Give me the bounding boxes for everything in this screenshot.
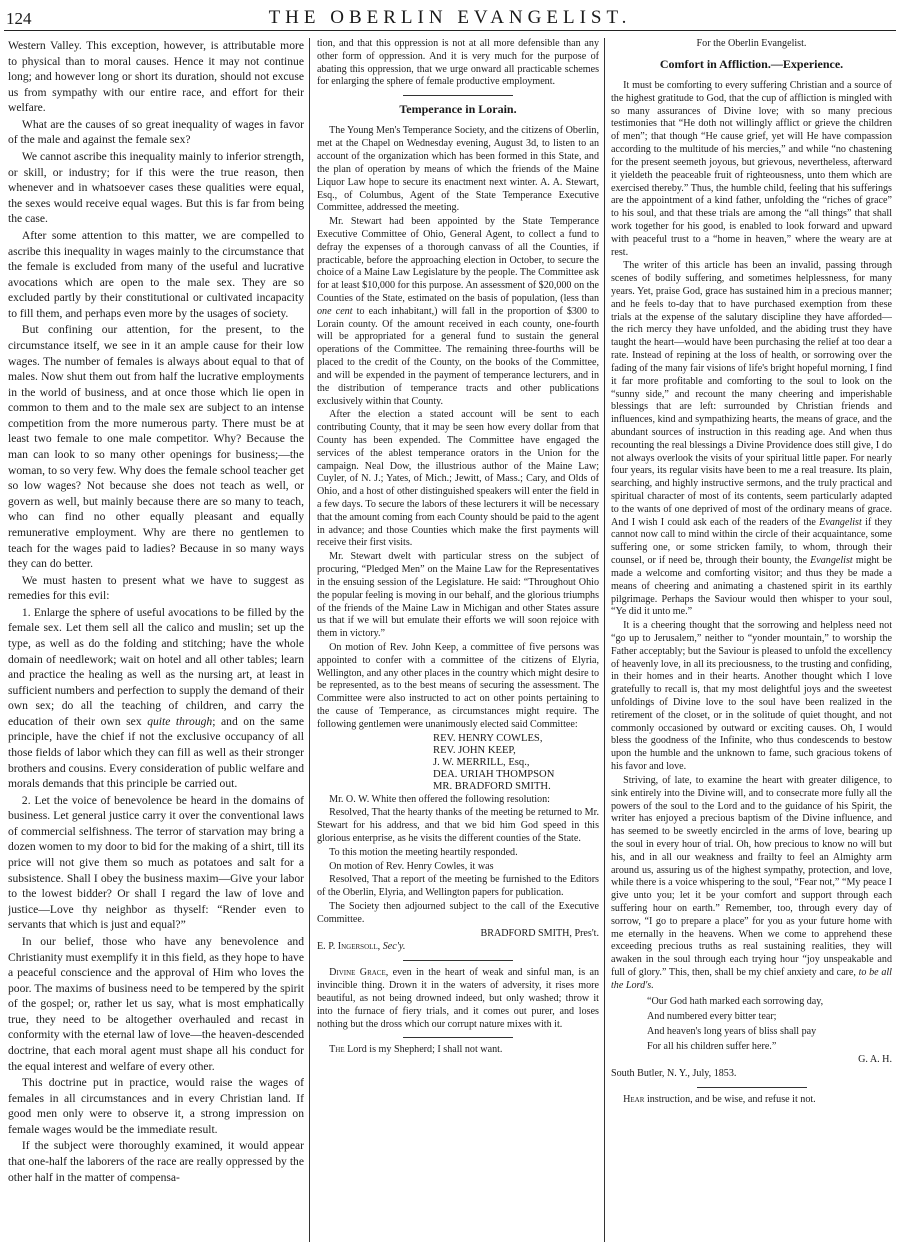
italic-text: Evangelist (819, 516, 862, 528)
poem-line: And heaven's long years of bliss shall pay (647, 1026, 817, 1038)
text-run: might be made a welcome and comforting visitor; and thus they be made a means of cheering and animating a chastened spirit in its earthly pilgrimage. Perhaps the Saviour would then whisper to your soul, “Ye did it unto me.” (611, 555, 892, 618)
poem (611, 994, 892, 1055)
paragraph: After some attention to this matter, we are compelled to ascribe this inequality in wages mainly to the circumstance that the female is excluded from many of the useful and lucrative avocations which are open to the male sex. They are so excluded partly by their constitutional or cultivated incapacity to fill them, and perhaps even more by the usages of society. (8, 228, 304, 320)
paragraph: tion, and that this oppression is not at all more defensible than any other form of oppression. And it is very much for the purpose of abating this oppression, that we urge onward all practicable schemes for enlarging the sphere of female productive employment. (317, 38, 599, 88)
author-initials: G. A. H. (858, 1054, 892, 1066)
divider (403, 1037, 513, 1038)
article-heading: Temperance in Lorain. (399, 102, 517, 117)
poem-line: And numbered every bitter tear; (647, 1010, 777, 1022)
paragraph (611, 260, 892, 619)
page-number: 124 (6, 9, 32, 28)
lead-in: The (329, 1044, 345, 1056)
column-rule (604, 38, 605, 1242)
column-rule (309, 38, 310, 1242)
byline: For the Oberlin Evangelist. (696, 38, 807, 49)
divider (697, 1087, 807, 1088)
paragraph: On motion of Rev. Henry Cowles, it was (329, 860, 494, 872)
text-run: even in the heart of weak and sinful man, is an invincible thing. Drown it in the waters of adversity, it rises more beautiful, as not being drowned indeed, but only washed; throw it into the furnace of fiery trials, and it comes out purer, and loses nothing but the dross which our corrupt nature mixes with it. (317, 967, 599, 1030)
text-run: if they cannot now call to mind within the circle of their acquaintance, some suffering one, or some stricken family, to whom, through their counsel, or if need be, through their bounty, the (611, 516, 892, 567)
article-heading: Comfort in Affliction.—Experience. (659, 56, 844, 71)
paragraph (317, 216, 599, 408)
text-run: to each inhabitant,) will fall in the proportion of $300 to Lorain county. Of the amount received in each county, one-fourth will be appropriated for a general fund to sustain the general operations of the Committee. The remaining three-fourths will be placed to the credit of the County, on the books of the Committee, and will be expended in the payment of temperance lecturers, and in the distribution of temperance tracts and other publications exclusively within that County. (317, 305, 599, 407)
signature-president: BRADFORD SMITH, Pres't. (480, 927, 599, 939)
paragraph: Mr. Stewart dwelt with particular stress on the subject of procuring, “Pledged Men” on the Maine Law for the Representatives in the ensuing session of the Legislature. He said: “Throughout Ohio the popular feeling is moving in our behalf, and the glorious triumphs of the friends of the Maine Law in Michigan and other States assure us that if we will but emulate their efforts we will soon rejoice with them in victory.” (317, 551, 599, 640)
paragraph: 2. Let the voice of benevolence be heard in the domains of business. Let general justice carry it over the conventional laws of commercial selfishness. The terror of starvation may bring a dozen women to my door to bid for the making of a shirt, till its price will not give them so much as potatoes and salt for a subsistence. Shall I obey the business maxim—Give your labor to the lowest bidder? Or shall I regard the law of love and justice—Love thy neighbor as thyself: “Render even to servants that which is just and equal?” (8, 793, 304, 932)
text-run: ; and on the same principle, have the chief if not the exclusive occupancy of all those fields of labor which they can fill as well as their stronger brothers and cousins. Every consideration of public welfare and morals demands that this principle be carried out. (8, 714, 304, 791)
column-temperance (317, 38, 599, 1238)
paragraph (611, 775, 892, 993)
paragraph: After the election a stated account will be sent to each contributing County, that it may be seen how every dollar from that County has been expended. The Committee have engaged the services of the ablest temperance orators in the Union for the campaign. Neal Dow, the illustrious author of the Maine Law; Cuyler, of N. J.; Yates, of Mich.; Jewitt, of Mass.; Cary, and Olds of Ohio, and a host of other distinguished speakers will enter the field in a few days. To secure the labors of these lecturers it will be necessary that the amount coming from each County should be paid to the agent in advance; and those Counties which make the first payments will receive their first visits. (317, 409, 599, 549)
text-run: Lord is my Shepherd; I shall not want. (347, 1044, 503, 1056)
lead-in: Divine Grace, (329, 967, 389, 979)
paragraph: To this motion the meeting heartily responded. (329, 846, 518, 858)
paragraph: We must hasten to present what we have to suggest as remedies for this evil: (8, 573, 304, 603)
paragraph: If the subject were thoroughly examined, it would appear that one-half the laborers of the race are really oppressed by the other half in the matter of compensa- (8, 1139, 304, 1184)
paragraph: This doctrine put in practice, would raise the wages of females in all circumstances and in every Christian land. If good men only were to observe it, a strong impression on female wages would be the immediate result. (8, 1076, 304, 1136)
committee-member: REV. JOHN KEEP, (433, 744, 516, 756)
secretary-name: E. P. Ingersoll, (317, 941, 381, 953)
paragraph (8, 605, 304, 792)
committee-member: MR. BRADFORD SMITH. (433, 781, 551, 793)
italic-text: Evangelist (810, 555, 853, 567)
paragraph: In our belief, those who have any benevolence and Christianity must exemplify it in this field, as they hope to have a peaceful conscience and the approval of Him who loves the poor. The maxims of business need to be tempered by the spirit of the gospel; or, rather let us say, what is most emphatically true, they need to be altogether overhauled and recast in conformity with the eternal law of love—the heaven-descended doctrine, that each moral agent must shape all his conduct for the equal interest and welfare of every other. (8, 934, 304, 1073)
text-run: The writer of this article has been an invalid, passing through scenes of bodily suffering, and sometimes helplessness, for many years. Yet, praise God, grace has sustained him in a precious manner; and he feels to-day that to have purchased exemption from these trials at the expense of the salutary discipline they have afforded—the rich mercy they have unfolded, and the abiding trust they have taught the heart—would have been purchasing the relief at too dear a rate. Instead of repining at the loss of health, or sorrowing over the fading of the many fair visions of life's bright hopeful morning, I find it far more profitable and comforting to the soul to look on the “sunny side,” and recount the many cheering and imperishable blessings that are left: surrounded by Christian friends and influences, kind and sympathizing hearts, the means of grace, and the abundant sources of instruction in this reading age. And when thus recounting the real blessings a Divine Providence does still give, I do not always overlook the visits of your spiritual little paper. For nearly four years, its regular visits have been to me a real treasure. Its plain, searching, and highly instructive sermons, and the truly practical and spiritual character of most of its contents, seem particularly adapted to the wants of one deprived of most of the ordinary means of grace. And I wish I could ask each of the readers of the (611, 260, 892, 528)
paragraph (317, 1044, 599, 1057)
paragraph: But confining our attention, for the present, to the circumstance itself, we see in it an ample cause for their low wages. The number of females is always about equal to that of males. Now shut them out from half the lucrative employments in the world of business, and at once those which lie open in common to them and to the male sex are subject to an intense competition from the more numerous party. There must be at least two female to one male competitor. Why? Because the man can look to so many other openings for business;—the woman, to so very few. Why does the female school teacher get so low wages? Not because she does not teach as well, or govern as well, but mainly because there are so many to teach, who can find no other equally pleasant and equally remunerative employment. Why are there no gentlemen to teach for the wages paid to ladies? Because in so many ways they can do better. (8, 323, 304, 571)
paragraph (317, 967, 599, 1031)
paragraph: Resolved, That the hearty thanks of the meeting be returned to Mr. Stewart for his address, and that we bid him God speed in this glorious enterprise, as he visits the different counties of the State. (317, 807, 599, 844)
committee-member: REV. HENRY COWLES, (433, 732, 543, 744)
column-comfort-in-affliction (611, 38, 892, 1238)
committee-member: J. W. MERRILL, Esq., (433, 757, 530, 769)
text-run: Striving, of late, to examine the heart with greater diligence, to sink entirely into the Divine will, and to consecrate more fully all the powers of the soul to the Lord and to the guidance of his Spirit, the writer has enjoyed a precious baptism of the Divine influence, and has seemed to be sweetly encircled in the arms of love, bearing up the soul in every hour of trial. Oh, how precious to know no will but his, and in all our weakness and frailty to feel an Almighty arm around us, assuring us of the highest sympathy, protection, and love, while there is a voice whispering to the soul, “Fear not,” “My peace I give unto you; let it be your comfort and support through each suffering hour on earth.” Remember, too, through every day of sorrow, “I go to prepare a place” for you as your future home with me eternally in the heavens. When we come to apprehend these exceeding precious truths as real sustaining realities, they will awaken in the soul through each trying hour “joy unspeakable and full of glory.” This, then, shall be my chief anxiety and care, (611, 774, 892, 979)
paragraph: Mr. O. W. White then offered the following resolution: (329, 793, 550, 805)
place-date: South Butler, N. Y., July, 1853. (611, 1068, 737, 1080)
signature-secretary (317, 941, 599, 954)
column-female-wages (8, 38, 304, 1238)
paragraph: It is a cheering thought that the sorrowing and helpless need not “go up to Jerusalem,” neither to “yonder mountain,” to worship the Father acceptably; but the Saviour is pleased to unfold the excellency of heavenly love, in all its preciousness, to the trusting and confiding, in their homes and in their hearts. Another thought which I love gratefully to recall is, that my most delightful joys and the sweetest unfoldings of Divine love to the soul have been realized in the retirement of the closet, or in the solitude of quiet thought, and not commonly occasioned by outward or exciting causes. Oh, I would bless the goodness of the Infinite, who thus condescends to bestow upon the humble and the unknown to fame, such gracious tokens of his favor and love. (611, 620, 892, 773)
poem-line: For all his children suffer here.” (647, 1041, 777, 1053)
poem-line: “Our God hath marked each sorrowing day, (647, 995, 824, 1007)
italic-text: to be all the Lord's. (611, 967, 892, 991)
italic-text: quite through (147, 714, 213, 728)
paragraph: Western Valley. This exception, however, is attributable more to physical than to moral causes. Hence it may not continue long; and however long or short its duration, should not excuse us from sympathy with our entire race, and effort for their welfare. (8, 39, 304, 115)
italic-text: one cent (317, 305, 353, 317)
secretary-title: Sec'y. (382, 941, 406, 953)
paragraph: The Young Men's Temperance Society, and the citizens of Oberlin, met at the Chapel on Wednesday evening, August 3d, to listen to an account of the organization which has been formed in this State, and the plan of operation by means of which the friends of the Maine Liquor Law hope to secure its enactment next winter. A. A. Stewart, Esq., of Columbus, Agent of the State Temperance Executive Committee, addressed the meeting. (317, 125, 599, 214)
divider (403, 95, 513, 96)
masthead-title: THE OBERLIN EVANGELIST. (268, 7, 632, 28)
paragraph (611, 1094, 892, 1107)
paragraph: On motion of Rev. John Keep, a committee of five persons was appointed to confer with a committee of the citizens of Elyria, Wellington, and any other places in the country which might desire to be represented, as to the best means of securing the assessment. The Committee were also instructed to act on other points pertaining to the cause of Temperance, as circumstances might require. The following gentlemen were unanimously elected said Committee: (317, 641, 599, 730)
committee-list (317, 733, 599, 794)
paragraph: Resolved, That a report of the meeting be furnished to the Editors of the Oberlin, Elyria, and Wellington papers for publication. (317, 874, 599, 899)
paragraph: It must be comforting to every suffering Christian and a source of the highest gratitude to God, that the cup of affliction is mingled with so many assurances of Divine love; with so many precious testimonies that “He doth not willingly afflict or grieve the children of men”; that though “He cause grief, yet will He have compassion according to the multitude of his mercies,” and while “no chastening for the present seemeth joyous, but grievous, nevertheless, afterward it yieldeth the peaceable fruit of righteousness, unto them which are exercised thereby.” Thus, the humble child, feeling that his sufferings are the appointment of a kind father, unfolding the “riches of grace” to his soul, and that these trials are among the “all things” that shall work together for his good, is enabled to look forward and upward with peaceful trust to a “home in heaven,” where the weary are at rest. (611, 80, 892, 258)
text-run: instruction, and be wise, and refuse it not. (646, 1093, 816, 1105)
paragraph: What are the causes of so great inequality of wages in favor of the male and against the female sex? (8, 117, 304, 147)
divider (403, 960, 513, 961)
text-run: 1. Enlarge the sphere of useful avocations to be filled by the female sex. Let them sell all the calico and muslin; set up the type, as well as do the folding and stitching; have the whole domain of needlework; wait on hotel and all other tables; learn and practice the healing as well as the nursing art, at least in sufficient numbers and perfection to supply the demand of their own sex; do all the teaching of children, and carry the education of their own sex (8, 605, 304, 728)
committee-member: DEA. URIAH THOMPSON (433, 769, 555, 781)
lead-in: Hear (623, 1093, 645, 1105)
paragraph: The Society then adjourned subject to the call of the Executive Committee. (317, 901, 599, 925)
masthead (4, 4, 896, 31)
text-run: Mr. Stewart had been appointed by the State Temperance Executive Committee of Ohio, General Agent, to collect a fund to defray the expenses of a thorough canvass of all the Counties, if practicable, before the approaching election in October, to secure the choice of a Maine Law Legislature by the people. The Committee ask for at least $10,000 for this purpose. An assessment of $20,000 on the Counties of the State, estimated on the basis of population, (less than (317, 216, 599, 305)
paragraph: We cannot ascribe this inequality mainly to inferior strength, or skill, or industry; for if this were the true reason, then whenever and in whatsoever cases these qualities were equal, the sexes would receive equal wages. But this is far from being the case. (8, 150, 304, 226)
